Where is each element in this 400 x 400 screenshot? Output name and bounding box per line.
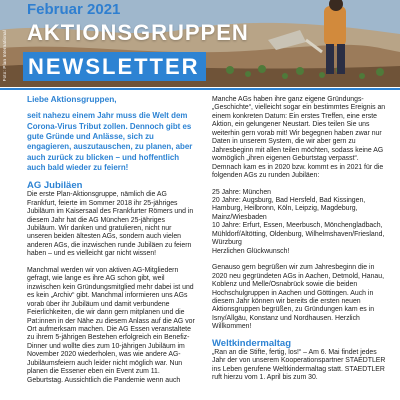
photo-caption (2, 30, 12, 86)
jubilee-list: 25 Jahre: München 20 Jahre: Augsburg, Bad Hersfeld, Bad Kissingen, Hamburg, Heilbronn, Köln, Leipzig, Magdeburg, Mainz/Wiesbaden 10 Jahre: Erfurt, Essen, Meerbusch, Mönchengladbach, Mühldorf/Altötting, Oldenburg, Wilhelmshaven/Friesland, Würzburg Herzlichen Glückwunsch! (212, 188, 385, 255)
weltkindermaltag-paragraph: „Ran an die Stifte, fertig, los!“ – Am 6. Mai findet jedes Jahr der von unserem Kooperationspartner STAEDTLER ins Leben gerufene Weltkindermaltag statt. STAEDTLER ruft hierzu vom 1. April bis zum 30. (212, 348, 386, 382)
right-paragraph-1: Manche AGs haben ihre ganz eigene Gründungs-„Geschichte“, vielleicht sogar ein bestimmtes Ereignis an einem konkreten Datum: Ein erstes Treffen, eine erste Aktion, ein gelungener Neustart. Dies teilen Sie uns weiterhin gern vorab mit! Wir begegnen haben zwar nur Daten in unserem System, die wir aber gern zu Jahresbeginn mit allen teilen möchten, sodass keine AG womöglich „ihren eigenen Geburtstag verpasst“. Demnach kam es in 2020 bzw. kommt es in 2021 für die folgenden AGs zu runden Jubiläen: (212, 96, 386, 180)
jubilaeen-paragraph-1: Die erste Plan-Aktionsgruppe, nämlich die AG Frankfurt, feierte im Sommer 2018 ihr 25-jähriges Jubiläum im Kaisersaal des Frankfurter Römers und in diesem Jahr hat die AG München 25-jähriges Jubiläum. Wir danken und gratulieren, nicht nur unseren beiden ältesten AGs, sondern auch vielen anderen AGs, die inzwischen runde Jubiläen zu feiern haben – und es vielleicht gar nicht wissen! (27, 191, 194, 258)
issue-date: Februar 2021 (27, 1, 121, 18)
section-title-weltkindermaltag: Weltkindermaltag (212, 337, 292, 349)
photo-caption-text: Foto: Plan International (2, 30, 7, 82)
intro-paragraph: seit nahezu einem Jahr muss die Welt dem Corona-Virus Tribut zollen. Dennoch gibt es gute Gründe und Anlässe, sich zu engagieren, auszutauschen, zu planen, aber auch zurück zu blicken – und hoffentlich auch bald wieder zu feiern! (27, 111, 193, 172)
newsletter-header (0, 0, 400, 87)
jubilaeen-paragraph-2: Manchmal werden wir von aktiven AG-Mitgliedern gefragt, wie lange es ihre AG schon gibt, weil inzwischen kein Gründungsmitglied mehr dabei ist und es kein „Archiv“ gibt. Manchmal informieren uns AGs vorab über ihr Jubiläum und damit verbundene Feierlichkeiten, die wir dann gern mitplanen und die Pat:innen in der Nähe zu diesem Anlass auf die AG vor Ort aufmerksam machen. Die AG Essen veranstaltete zu ihrem 5-jährigen Bestehen erfolgreich ein Benefiz-Dinner und wollte dies zum 10-jährigen Jubiläum im November 2020 wiederholen, was wie andere AG-Jubiläumsfeiern auch leider nicht möglich war. Nun planen die Essener eben ein Event zum 11. Geburtstag. Aussichtlich die Pandemie wenn auch (27, 266, 195, 384)
newsletter-title-line2: NEWSLETTER (23, 52, 206, 81)
greeting: Liebe Aktionsgruppen, (27, 94, 117, 104)
right-column (212, 90, 388, 383)
right-paragraph-3: Genauso gern begrüßen wir zum Jahresbeginn die in 2020 neu gegründeten AGs in Aachen, Detmold, Hanau, Koblenz und Melle/Osnabrück sowie die beiden Hochschulgruppen in Aachen und Göttingen. Auch in diesem Jahr können wir bereits die ersten neuen Aktionsgruppen begrüßen, zu Gründungen kam es in Isny/Allgäu, Konstanz und Nordhausen. Herzlich Willkommen! (212, 264, 385, 331)
newsletter-title-line1: AKTIONSGRUPPEN (27, 20, 249, 45)
section-title-ag-jubilaeen: AG Jubiläen (27, 180, 83, 192)
left-column (27, 90, 195, 385)
